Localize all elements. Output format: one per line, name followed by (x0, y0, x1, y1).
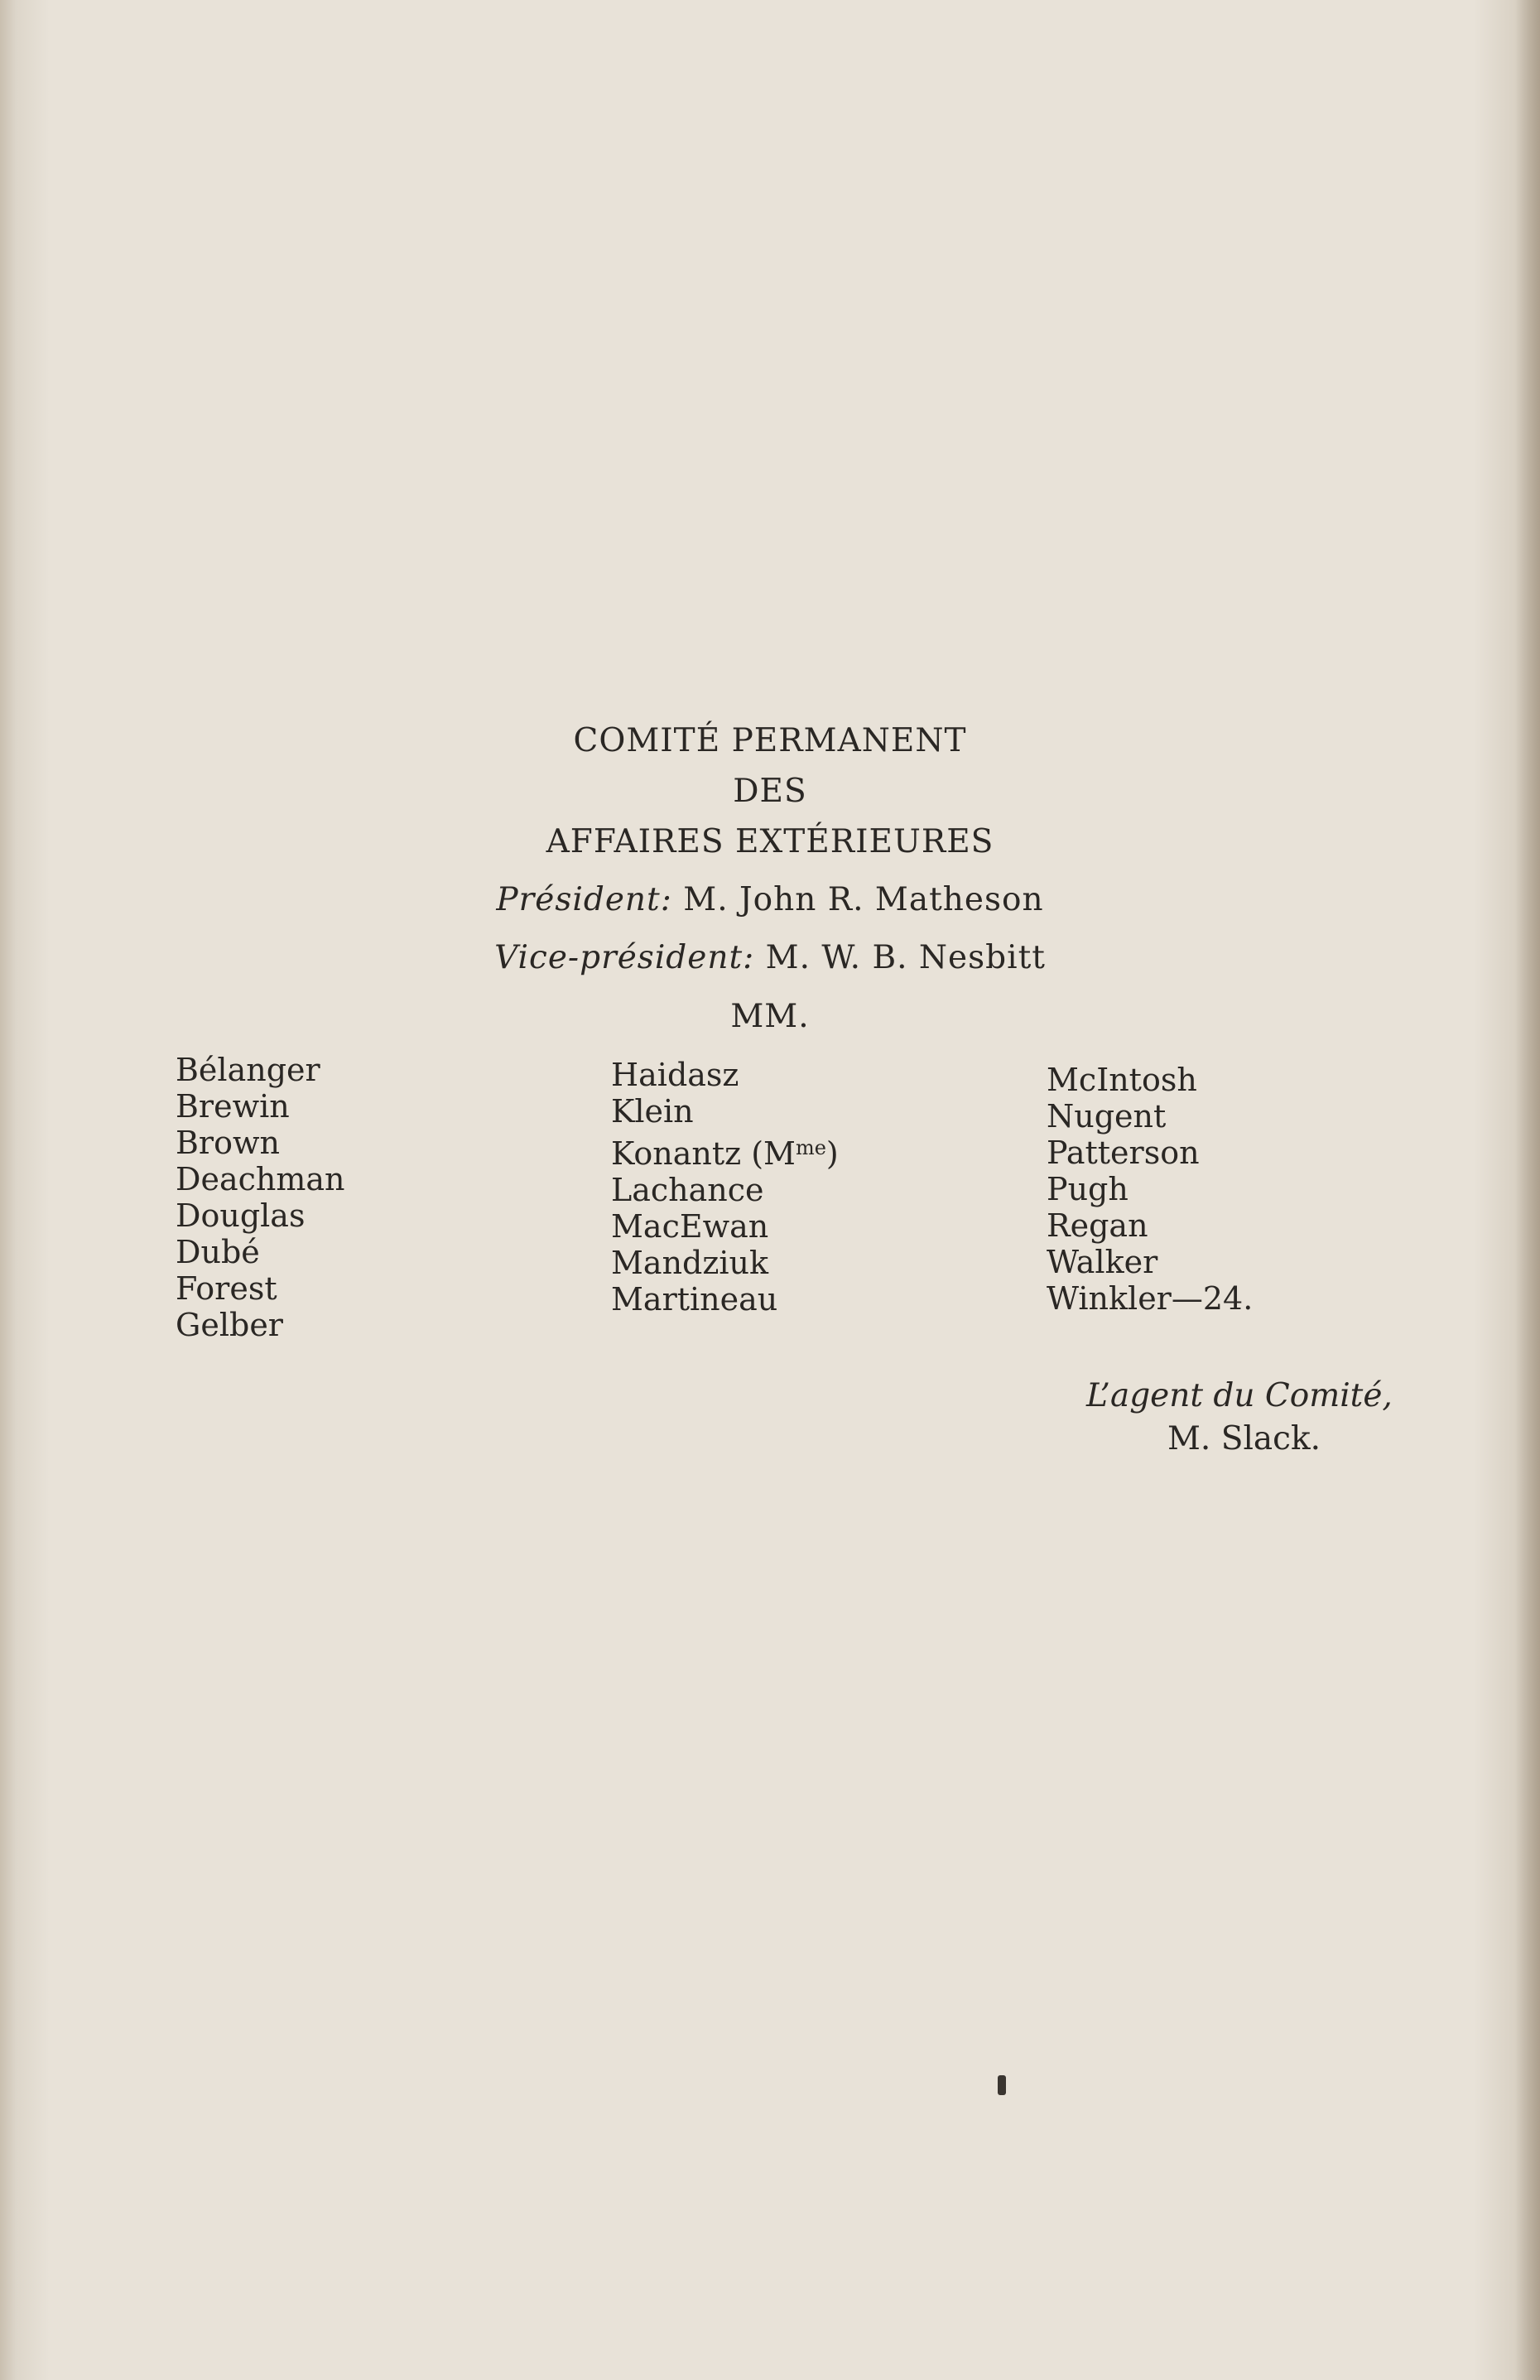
member-name: Deachman (176, 1161, 345, 1197)
ink-mark (998, 2075, 1006, 2095)
vice-president-line (0, 939, 1540, 976)
member-name: Gelber (176, 1307, 283, 1343)
president-line (0, 881, 1540, 918)
member-name: Patterson (1047, 1135, 1200, 1171)
members-column-2 (611, 1057, 839, 1318)
member-name: Pugh (1047, 1171, 1129, 1207)
closing-paren: ) (825, 1135, 839, 1172)
vice-president-label: Vice-président: (494, 939, 755, 976)
member-name: Winkler—24. (1047, 1280, 1254, 1317)
committee-title-line3: AFFAIRES EXTÉRIEURES (546, 823, 994, 860)
honorific-superscript: me (795, 1136, 826, 1159)
member-name: Regan (1047, 1207, 1148, 1244)
member-name: McIntosh (1047, 1062, 1197, 1098)
member-name-konantz (611, 1130, 839, 1172)
member-name: Nugent (1047, 1098, 1167, 1135)
members-column-1 (176, 1052, 345, 1343)
member-name: Douglas (176, 1197, 306, 1234)
committee-title-line2: DES (733, 773, 807, 810)
member-name: Haidasz (611, 1057, 739, 1093)
clerk-title: L’agent du Comité, (1086, 1377, 1393, 1414)
member-name: Brown (176, 1125, 280, 1161)
member-name: MacEwan (611, 1208, 769, 1245)
members-column-3 (1047, 1062, 1253, 1317)
vice-president-name: M. W. B. Nesbitt (765, 939, 1046, 976)
member-name: Forest (176, 1270, 277, 1307)
president-name: M. John R. Matheson (683, 881, 1044, 918)
member-name: Lachance (611, 1172, 764, 1208)
president-label: Président: (496, 881, 672, 918)
members-heading: MM. (730, 998, 810, 1035)
page-edge-shadow (1515, 0, 1540, 2380)
member-name: Mandziuk (611, 1245, 769, 1281)
member-name: Dubé (176, 1234, 260, 1270)
member-name: Klein (611, 1093, 694, 1130)
member-name: Martineau (611, 1281, 778, 1318)
committee-title-line1: COMITÉ PERMANENT (573, 722, 967, 759)
member-name: Konantz (M (611, 1135, 796, 1172)
member-name: Walker (1047, 1244, 1158, 1280)
clerk-name: M. Slack. (1167, 1420, 1321, 1457)
member-name: Bélanger (176, 1052, 320, 1088)
member-name: Brewin (176, 1088, 290, 1125)
